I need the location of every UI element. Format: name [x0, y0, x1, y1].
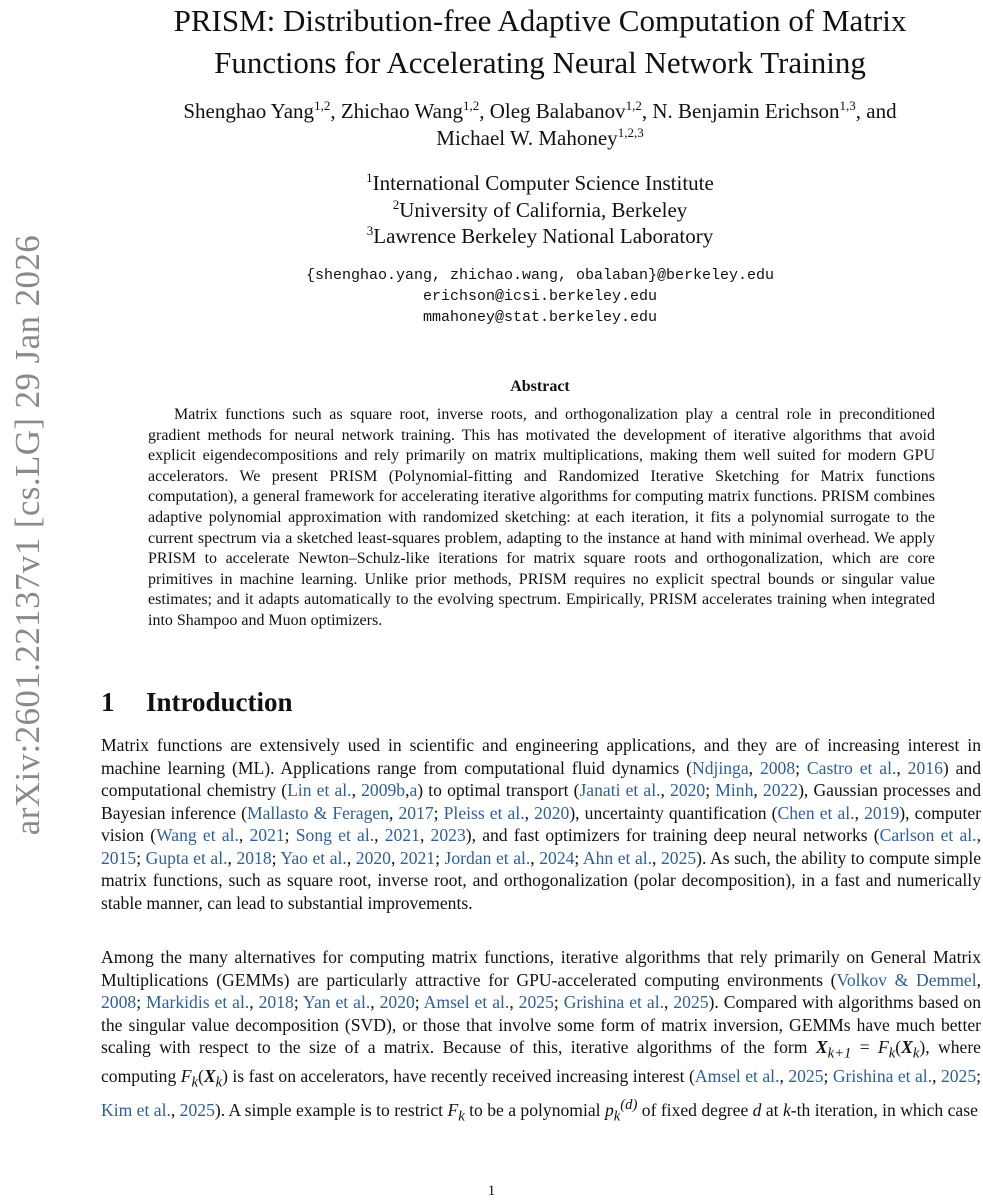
citation-link[interactable]: Grishina et al. [832, 1066, 933, 1087]
author: Michael W. Mahoney$^{1,2,3}$ [436, 125, 644, 150]
math-subscript: k [215, 1074, 223, 1091]
citation-link[interactable]: 2024 [539, 847, 575, 868]
citation-link[interactable]: Yan et al. [303, 992, 371, 1012]
citation-link[interactable]: Chen et al. [777, 802, 855, 823]
author-list [100, 98, 980, 152]
citation-link[interactable]: 2020 [534, 802, 570, 823]
citation-link[interactable]: 2021 [249, 825, 285, 845]
citation-link[interactable]: Lin et al. [287, 780, 352, 800]
citation-link[interactable]: Amsel et al. [694, 1066, 780, 1087]
math-subscript: k [458, 1108, 465, 1125]
citation-link[interactable]: Yao et al. [280, 847, 347, 868]
citation-link[interactable]: Mallasto & Feragen [246, 802, 389, 823]
paper-title [100, 0, 980, 84]
email-line: erichson@icsi.berkeley.edu [422, 288, 658, 305]
author: N. Benjamin Erichson$^{1,3}$, and [652, 98, 897, 123]
math-matrix-symbol: X [901, 1037, 913, 1057]
citation-link[interactable]: 2020 [379, 992, 415, 1012]
title-line-2: Functions for Accelerating Neural Network Training [214, 45, 866, 80]
math-symbol: F [447, 1099, 459, 1120]
citation-link[interactable]: 2008 [101, 992, 137, 1012]
abstract-text: Matrix functions such as square root, inverse roots, and orthogonalization play a central role in preconditioned gradient methods for neural network training. This has motivated the development of iterative algorithms that avoid explicit eigendecompositions and rely primarily on matrix multiplications, making them well suited for modern GPU accelerators. We present PRISM (Polynomial-fitting and Randomized Iterative Sketching for Matrix functions computation), a general framework for accelerating iterative algorithms for computing matrix functions. PRISM combines adaptive polynomial approximation with randomized sketching: at each iteration, it fits a polynomial surrogate to the current spectrum via a sketched least-squares problem, adapting to the instance at hand with minimal overhead. We apply PRISM to accelerate Newton–Schulz-like iterations for matrix square roots and orthogonalization, which are core primitives in machine learning. Unlike prior methods, PRISM requires no explicit spectral bounds or singular value estimates; and it adapts automatically to the evolving spectrum. Empirically, PRISM accelerates training when integrated into Shampoo and Muon optimizers. [148, 406, 935, 629]
math-subscript: k [888, 1045, 896, 1062]
citation-link[interactable]: Janati et al. [579, 780, 661, 800]
math-symbol: p [604, 1099, 614, 1120]
citation-link[interactable]: 2025 [673, 992, 709, 1012]
citation-link[interactable]: Ahn et al. [582, 847, 653, 868]
citation-link[interactable]: 2025 [940, 1066, 977, 1087]
citation-link[interactable]: Kim et al. [101, 1099, 171, 1120]
citation-link[interactable]: Castro et al. [806, 757, 897, 778]
citation-link[interactable]: Grishina et al. [563, 992, 664, 1012]
math-matrix-symbol: X [815, 1037, 828, 1057]
citation-link[interactable]: Gupta et al. [145, 847, 228, 868]
affiliation: $^2$University of California, Berkeley [392, 196, 688, 222]
math-symbol: F [180, 1066, 192, 1087]
citation-link[interactable]: 2020 [670, 780, 706, 800]
section-heading [101, 684, 293, 720]
math-symbol: d [752, 1099, 762, 1120]
intro-paragraph-2: Among the many alternatives for computing matrix functions, iterative algorithms that rely primarily on General Matrix Multiplications (GEMMs) are particularly attractive for GPU-accelerated computing environments (Volkov & Demmel, 2008; Markidis et al., 2018; Yan et al., 2020; Amsel et al., 2025; Grishina et al., 2025). Compared with algorithms based on the singular value decomposition (SVD), or those that involve some form of matrix inversion, GEMMs have much better scaling with respect to the size of a matrix. Because of this, iterative algorithms of the form $X_{k+1} = F_k(X_k)$, where computing $F_k(X_k)$ is fast on accelerators, have recently received increasing interest (Amsel et al., 2025; Grishina et al., 2025; Kim et al., 2025). A simple example is to restrict $F_k$ to be a polynomial $p_k^{(d)}$ of fixed degree d at k-th iteration, in which case [101, 947, 982, 1125]
citation-link[interactable]: 2021 [399, 847, 436, 868]
math-subscript: k [613, 1108, 621, 1125]
citation-link[interactable]: Pleiss et al. [443, 802, 525, 823]
citation-link[interactable]: 2018 [258, 992, 294, 1012]
section-title: Introduction [146, 687, 293, 717]
email-line: {shenghao.yang, zhichao.wang, obalaban}@berkeley.edu [305, 267, 775, 284]
math-symbol: F [878, 1037, 889, 1057]
citation-link[interactable]: Minh [715, 780, 754, 800]
citation-link[interactable]: 2023 [430, 825, 466, 845]
citation-link[interactable]: 2025 [518, 992, 554, 1012]
math-matrix-symbol: X [203, 1066, 216, 1087]
affiliation: $^3$Lawrence Berkeley National Laboratory [366, 223, 714, 248]
citation-link[interactable]: Volkov & Demmel [836, 969, 977, 990]
citation-link[interactable]: 2021 [384, 825, 420, 845]
citation-link[interactable]: Song et al. [295, 825, 375, 845]
citation-link[interactable]: 2009b [361, 780, 406, 800]
citation-link[interactable]: 2025 [660, 847, 697, 868]
citation-link[interactable]: 2025 [179, 1099, 215, 1120]
citation-link[interactable]: 2018 [236, 847, 272, 868]
citation-link[interactable]: Carlson et al. [879, 825, 977, 845]
affiliation: $^1$International Computer Science Institute [366, 170, 714, 195]
citation-link[interactable]: 2017 [398, 802, 434, 823]
math-subscript: k [191, 1074, 198, 1091]
page-number: 1 [487, 1183, 496, 1199]
author: Shenghao Yang$^{1,2}$, [183, 98, 341, 123]
citation-link[interactable]: Markidis et al. [146, 992, 250, 1012]
math-superscript: (d) [620, 1097, 638, 1114]
email-line: mmahoney@stat.berkeley.edu [422, 309, 658, 326]
citation-link[interactable]: Ndjinga [691, 757, 749, 778]
arxiv-sidebar [0, 0, 60, 1200]
abstract-heading: Abstract [510, 378, 570, 395]
citation-link[interactable]: 2022 [762, 780, 799, 800]
section-number: 1 [101, 687, 115, 717]
title-line-1: PRISM: Distribution-free Adaptive Computation of Matrix [173, 3, 907, 38]
author: Zhichao Wang$^{1,2}$, [340, 98, 490, 123]
citation-link[interactable]: Jordan et al. [444, 847, 531, 868]
citation-link[interactable]: 2019 [864, 802, 900, 823]
citation-link[interactable]: 2020 [355, 847, 391, 868]
author: Oleg Balabanov$^{1,2}$, [489, 98, 653, 123]
math-symbol: k [782, 1099, 791, 1120]
affiliation-list [100, 170, 980, 250]
email-list [100, 265, 980, 328]
math-subscript: k+1 [827, 1045, 852, 1062]
intro-paragraph-1: Matrix functions are extensively used in scientific and engineering applications, and they are of increasing interest in machine learning (ML). Applications range from computational fluid dynamics (Ndjinga, 2008; Castro et al., 2016) and computational chemistry (Lin et al., 2009b,a) to optimal transport (Janati et al., 2020; Minh, 2022), Gaussian processes and Bayesian inference (Mallasto & Feragen, 2017; Pleiss et al., 2020), uncertainty quantification (Chen et al., 2019), computer vision (Wang et al., 2021; Song et al., 2021, 2023), and fast optimizers for training deep neural networks (Carlson et al., 2015; Gupta et al., 2018; Yao et al., 2020, 2021; Jordan et al., 2024; Ahn et al., 2025). As such, the ability to compute simple matrix functions, such as square root, inverse root, and orthogonalization (polar decomposition), in a fast and numerically stable manner, can lead to substantial improvements. [101, 735, 982, 913]
math-subscript: k [912, 1045, 920, 1062]
citation-link[interactable]: Wang et al. [156, 825, 239, 845]
arxiv-identifier: arXiv:2601.22137v1 [cs.LG] 29 Jan 2026 [8, 234, 47, 836]
citation-link[interactable]: 2015 [101, 847, 137, 868]
citation-link[interactable]: 2016 [907, 757, 943, 778]
citation-link[interactable]: 2008 [759, 757, 796, 778]
citation-link[interactable]: Amsel et al. [423, 992, 510, 1012]
citation-link[interactable]: 2025 [788, 1066, 824, 1087]
citation-link[interactable]: a [409, 780, 418, 800]
